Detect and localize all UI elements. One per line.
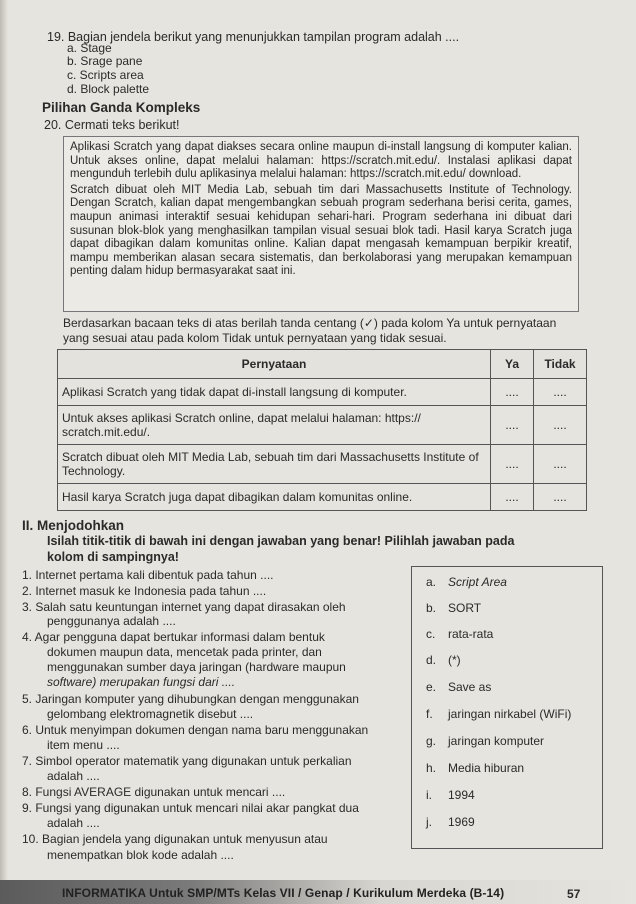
answer-key: e. <box>426 680 437 694</box>
footer-title: INFORMATIKA Untuk SMP/MTs Kelas VII / Genap / Kurikulum Merdeka (B-14) <box>62 886 505 900</box>
q19-option-c: c. Scripts area <box>67 68 144 82</box>
ya-cell[interactable]: .... <box>491 484 534 511</box>
answer-text: Script Area <box>448 575 507 589</box>
answer-key: g. <box>426 734 437 748</box>
section-menjodohkan-title: II. Menjodohkan <box>22 518 125 533</box>
q20-instruction-line2: yang sesuai atau pada kolom Tidak untuk pernyataan yang tidak sesuai. <box>63 331 447 345</box>
page-number: 57 <box>567 887 581 901</box>
answer-text: Save as <box>448 680 492 694</box>
matching-question-5: 5. Jaringan komputer yang dihubungkan dengan menggunakan <box>22 692 359 706</box>
answer-text: (*) <box>448 653 461 667</box>
reading-passage <box>63 136 579 312</box>
tidak-cell[interactable]: .... <box>534 379 587 406</box>
answer-key: i. <box>426 788 432 802</box>
answer-text: 1969 <box>448 815 475 829</box>
table-row <box>58 484 587 511</box>
answer-text: rata-rata <box>448 627 494 641</box>
tidak-cell[interactable]: .... <box>534 484 587 511</box>
answer-text: Media hiburan <box>448 761 525 775</box>
header-pernyataan: Pernyataan <box>58 350 491 379</box>
matching-question-10-cont: menempatkan blok kode adalah .... <box>47 848 234 862</box>
header-tidak: Tidak <box>534 350 587 379</box>
table-row <box>58 445 587 484</box>
answer-f <box>426 707 571 721</box>
passage-paragraph-1: Aplikasi Scratch yang dapat diakses secara online maupun di-install langsung di komputer kalian. Untuk akses online, dapat melalui halaman: https://scratch.mit.edu/. Instalasi aplikasi dapat mengunduh terlebih dulu aplikasinya melalui halaman: https://scratch.mit.edu/ download. <box>70 141 572 181</box>
answer-key: b. <box>426 601 437 615</box>
statement-cell: Untuk akses aplikasi Scratch online, dapat melalui halaman: https:// scratch.mit.edu/. <box>58 406 491 445</box>
matching-question-4-cont: dokumen maupun data, mencetak pada printer, dan <box>47 645 322 659</box>
matching-question-6-cont: item menu .... <box>47 738 120 752</box>
statement-cell: Hasil karya Scratch juga dapat dibagikan dalam komunitas online. <box>58 484 491 511</box>
q19-option-b: b. Srage pane <box>67 54 143 68</box>
matching-question-10: 10. Bagian jendela yang digunakan untuk menyusun atau <box>22 832 328 846</box>
answer-text: jaringan nirkabel (WiFi) <box>448 707 572 721</box>
matching-question-9: 9. Fungsi yang digunakan untuk mencari nilai akar pangkat dua <box>22 801 359 815</box>
table-row <box>58 406 587 445</box>
matching-question-8: 8. Fungsi AVERAGE digunakan untuk mencari .... <box>22 785 286 799</box>
matching-question-9-cont: adalah .... <box>47 816 100 830</box>
answer-d <box>426 653 461 667</box>
table-row <box>58 379 587 406</box>
passage-paragraph-2: Scratch dibuat oleh MIT Media Lab, sebuah tim dari Massachusetts Institute of Technology. Dengan Scratch, kalian dapat mengembangkan sebuah program sederhana berisi cerita, games, maupun animasi interaktif sesuai kehidupan sehari-hari. Program sederhana ini dibuat dari susunan blok-blok yang menghasilkan tampilan visual sesuai blok tadi. Hasil karya Scratch juga dapat dibagikan dalam komunitas online. Kalian dapat mengasah kemampuan berpikir kreatif, mampu memberikan alasan secara sistematis, dan berkolaborasi yang merupakan kemampuan penting dalam hidup bermasyarakat saat ini. <box>70 183 572 278</box>
ya-cell[interactable]: .... <box>491 406 534 445</box>
section-menjodohkan-instruction-2: kolom di sampingnya! <box>47 550 179 564</box>
matching-question-1: 1. Internet pertama kali dibentuk pada tahun .... <box>22 568 274 582</box>
matching-question-3-cont: penggunanya adalah .... <box>47 614 176 628</box>
q19-question: 19. Bagian jendela berikut yang menunjukkan tampilan program adalah .... <box>47 30 460 44</box>
answer-key: j. <box>426 815 432 829</box>
answer-key: a. <box>426 575 437 589</box>
statement-cell: Aplikasi Scratch yang tidak dapat di-install langsung di komputer. <box>58 379 491 406</box>
answer-options-box <box>411 566 603 849</box>
q19-option-a: a. Stage <box>67 41 112 55</box>
answer-c <box>426 627 493 641</box>
matching-question-4: 4. Agar pengguna dapat bertukar informasi dalam bentuk <box>22 630 325 644</box>
matching-question-7-cont: adalah .... <box>47 769 100 783</box>
q20-instruction-line1: Berdasarkan bacaan teks di atas berilah tanda centang (✓) pada kolom Ya untuk pernyataan <box>63 316 557 330</box>
statement-cell: Scratch dibuat oleh MIT Media Lab, sebuah tim dari Massachusetts Institute of Technology. <box>58 445 491 484</box>
answer-text: 1994 <box>448 788 475 802</box>
tidak-cell[interactable]: .... <box>534 406 587 445</box>
answer-h <box>426 761 524 775</box>
matching-question-4-cont2: menggunakan sumber daya jaringan (hardware maupun <box>47 660 346 674</box>
page-shadow <box>0 0 8 904</box>
matching-question-4-cont3: software) merupakan fungsi dari .... <box>47 675 236 689</box>
answer-g <box>426 734 544 748</box>
section-pilihan-ganda-kompleks: Pilihan Ganda Kompleks <box>42 100 201 115</box>
matching-question-3: 3. Salah satu keuntungan internet yang dapat dirasakan oleh <box>22 600 346 614</box>
matching-question-7: 7. Simbol operator matematik yang digunakan untuk perkalian <box>22 754 352 768</box>
answer-text: jaringan komputer <box>448 734 545 748</box>
matching-question-6: 6. Untuk menyimpan dokumen dengan nama baru menggunakan <box>22 723 369 737</box>
matching-question-2: 2. Internet masuk ke Indonesia pada tahun .... <box>22 584 267 598</box>
answer-key: f. <box>426 707 433 721</box>
answer-e <box>426 680 491 694</box>
tidak-cell[interactable]: .... <box>534 445 587 484</box>
answer-key: d. <box>426 653 437 667</box>
answer-text: SORT <box>448 601 482 615</box>
answer-b <box>426 601 481 615</box>
answer-i <box>426 788 475 802</box>
answer-j <box>426 815 475 829</box>
true-false-table <box>57 349 587 511</box>
answer-key: h. <box>426 761 437 775</box>
table-header-row <box>58 350 587 379</box>
section-menjodohkan-instruction-1: Isilah titik-titik di bawah ini dengan jawaban yang benar! Pilihlah jawaban pada <box>47 534 515 548</box>
answer-key: c. <box>426 627 436 641</box>
q19-option-d: d. Block palette <box>67 82 150 96</box>
answer-a <box>426 575 507 589</box>
header-ya: Ya <box>491 350 534 379</box>
q20-question: 20. Cermati teks berikut! <box>44 118 180 132</box>
ya-cell[interactable]: .... <box>491 379 534 406</box>
ya-cell[interactable]: .... <box>491 445 534 484</box>
matching-question-5-cont: gelombang elektromagnetik disebut .... <box>47 707 254 721</box>
